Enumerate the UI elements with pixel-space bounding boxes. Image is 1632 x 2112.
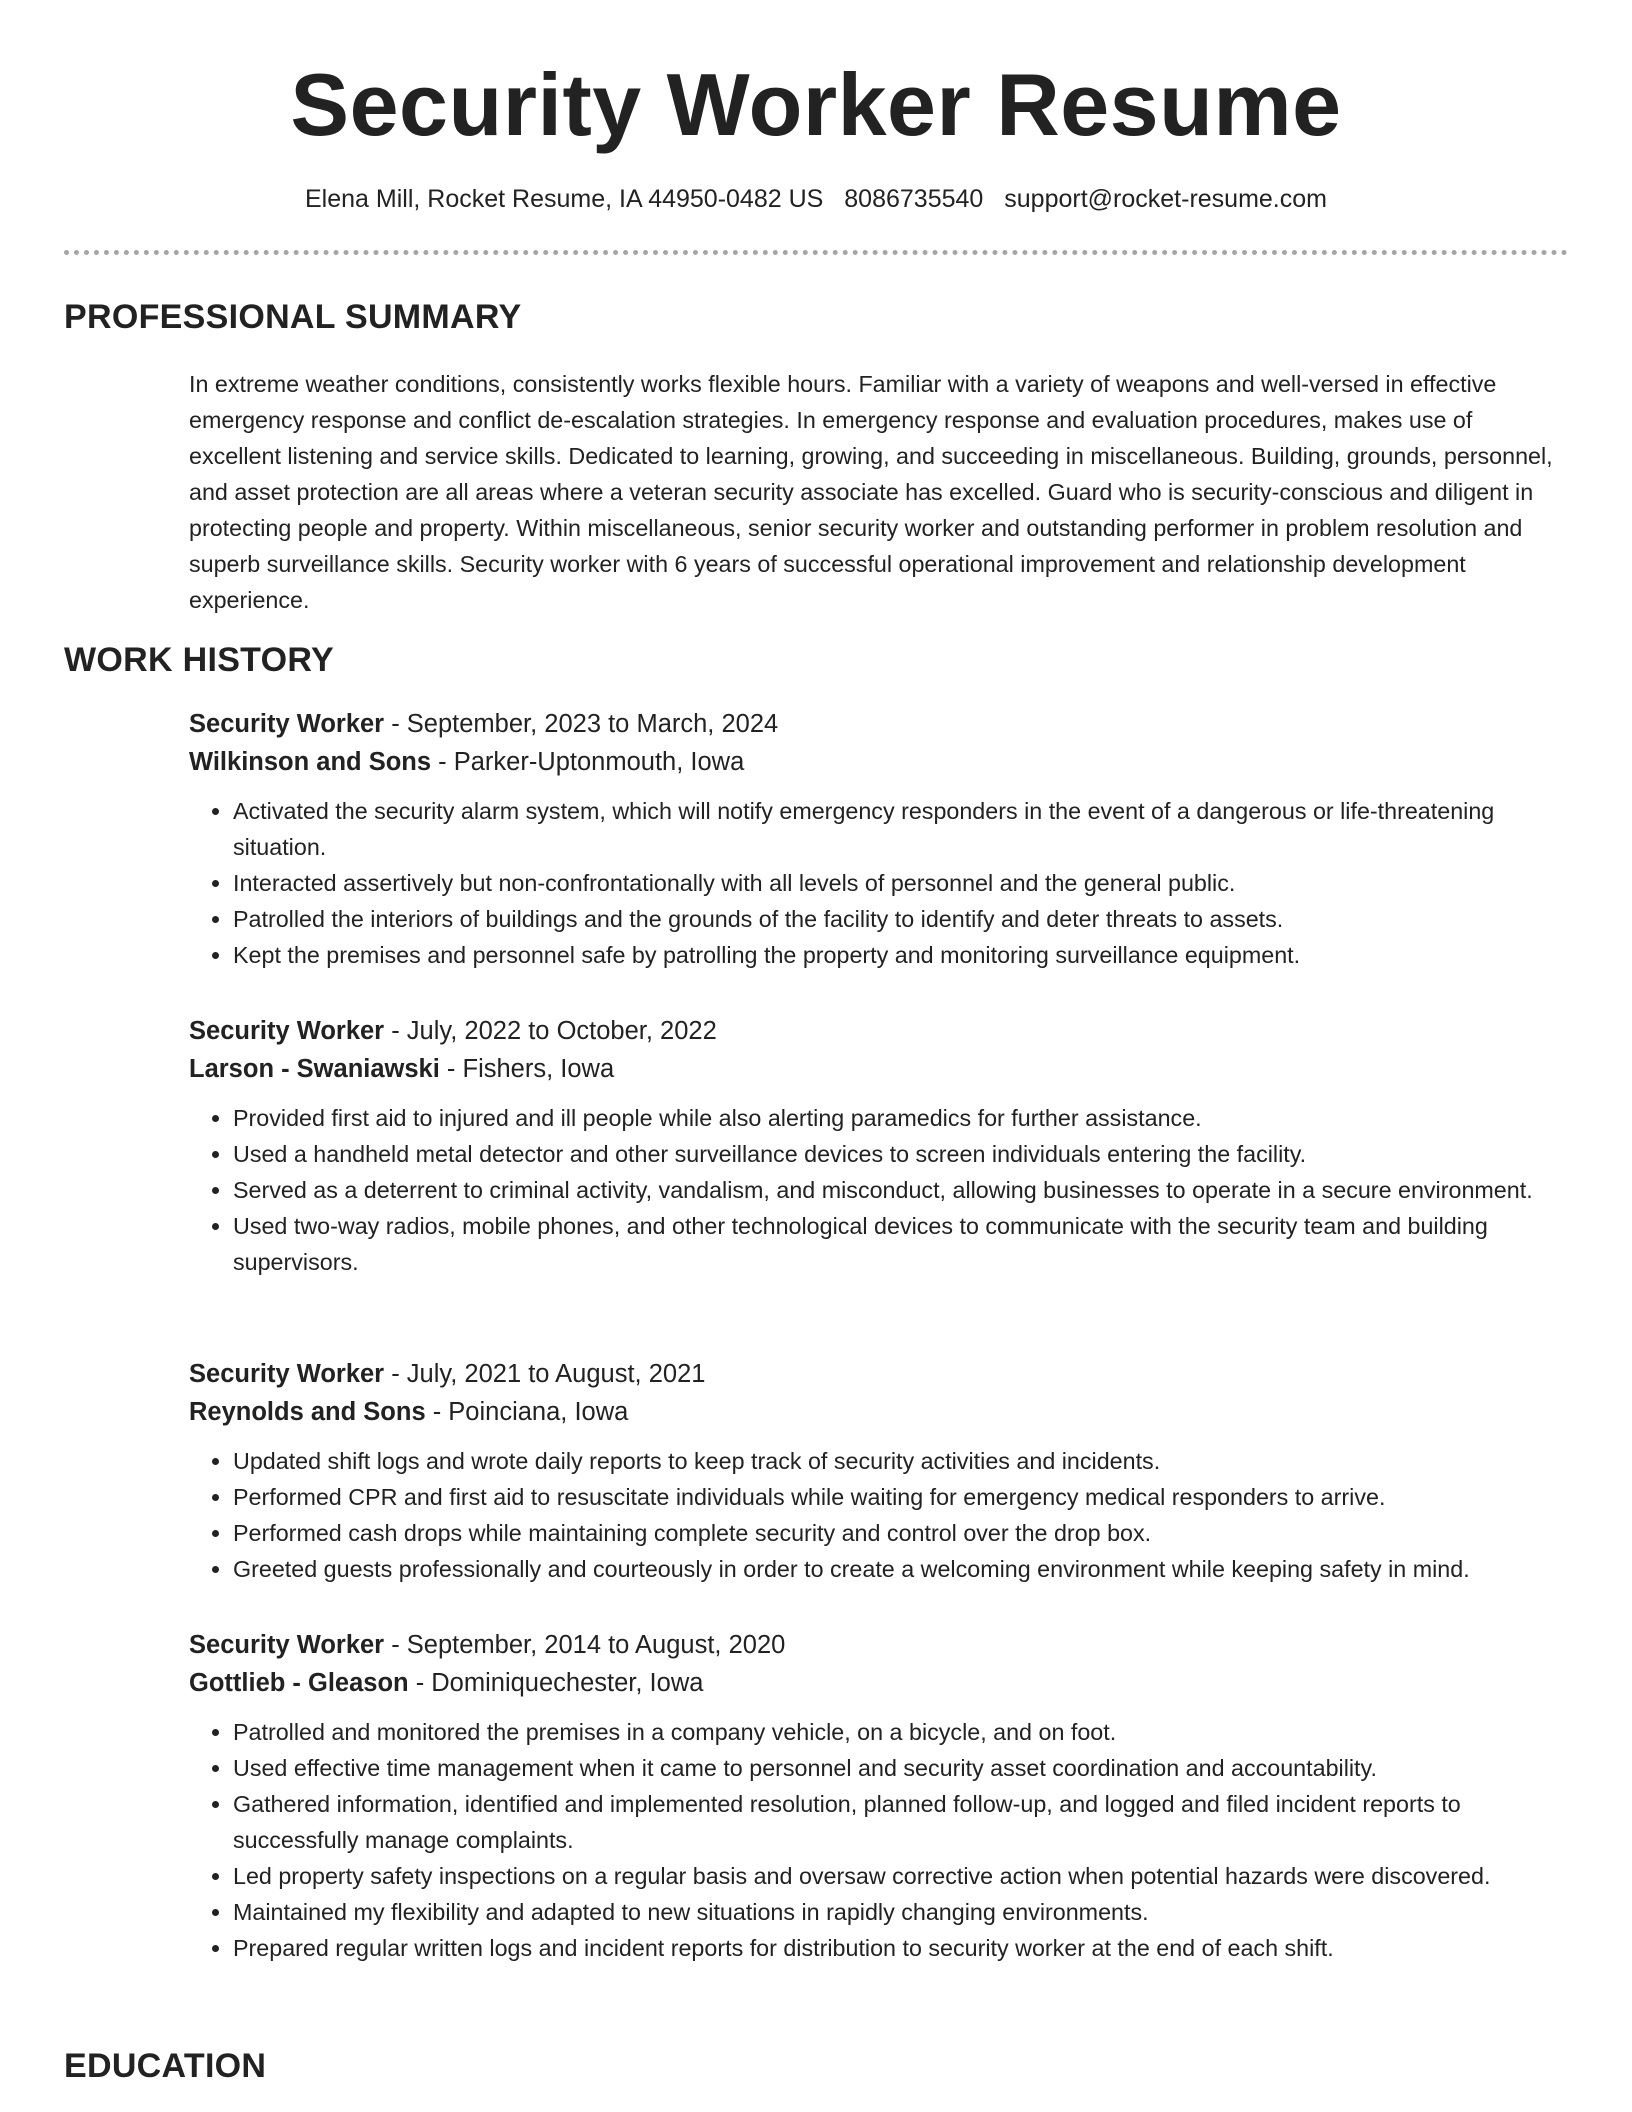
job-bullet: • Activated the security alarm system, which will notify emergency responders in the event of a dangerous or life-threatening situation. <box>233 793 1569 865</box>
job-title-line <box>189 1626 1569 1664</box>
summary-heading: PROFESSIONAL SUMMARY <box>64 298 522 336</box>
job-company-line <box>189 743 1569 781</box>
job-company-line <box>189 1393 1569 1431</box>
job-entry <box>189 705 1569 973</box>
job-title: Security Worker <box>189 1631 385 1659</box>
job-dates: - July, 2021 to August, 2021 <box>384 1360 706 1388</box>
job-company-line <box>189 1664 1569 1702</box>
job-company: Wilkinson and Sons <box>189 748 432 776</box>
job-title: Security Worker <box>189 1360 385 1388</box>
job-title-line <box>189 705 1569 743</box>
job-company-line <box>189 1050 1569 1088</box>
job-bullet: • Interacted assertively but non-confrontationally with all levels of personnel and the general public. <box>233 865 1569 901</box>
job-bullets <box>189 1443 1569 1587</box>
job-bullet: • Served as a deterrent to criminal activity, vandalism, and misconduct, allowing businesses to operate in a secure environment. <box>233 1172 1569 1208</box>
job-title: Security Worker <box>189 710 385 738</box>
job-bullet: • Used effective time management when it came to personnel and security asset coordination and accountability. <box>233 1750 1569 1786</box>
contact-phone: 8086735540 <box>844 185 984 213</box>
job-bullet: • Prepared regular written logs and incident reports for distribution to security worker at the end of each shift. <box>233 1930 1569 1966</box>
job-location: - Poinciana, Iowa <box>425 1398 629 1426</box>
job-bullet: • Led property safety inspections on a regular basis and oversaw corrective action when potential hazards were discovered. <box>233 1858 1569 1894</box>
job-location: - Fishers, Iowa <box>439 1055 615 1083</box>
job-location: - Dominiquechester, Iowa <box>408 1669 704 1697</box>
job-bullet: • Kept the premises and personnel safe by patrolling the property and monitoring surveillance equipment. <box>233 937 1569 973</box>
job-location: - Parker-Uptonmouth, Iowa <box>431 748 745 776</box>
job-bullet: • Used a handheld metal detector and other surveillance devices to screen individuals entering the facility. <box>233 1136 1569 1172</box>
job-title-line <box>189 1012 1569 1050</box>
job-bullet: • Maintained my flexibility and adapted to new situations in rapidly changing environments. <box>233 1894 1569 1930</box>
work-history-heading: WORK HISTORY <box>64 641 334 679</box>
job-entry <box>189 1355 1569 1587</box>
job-bullet: • Used two-way radios, mobile phones, and other technological devices to communicate with the security team and building supervisors. <box>233 1208 1569 1280</box>
job-title-line <box>189 1355 1569 1393</box>
job-company: Gottlieb - Gleason <box>189 1669 409 1697</box>
job-company: Larson - Swaniawski <box>189 1055 440 1083</box>
job-dates: - July, 2022 to October, 2022 <box>384 1017 717 1045</box>
job-bullet: • Patrolled the interiors of buildings and the grounds of the facility to identify and deter threats to assets. <box>233 901 1569 937</box>
job-bullets <box>189 1714 1569 1966</box>
job-dates: - September, 2023 to March, 2024 <box>384 710 779 738</box>
job-bullets <box>189 1100 1569 1280</box>
education-heading: EDUCATION <box>64 2047 267 2085</box>
job-bullet: • Performed cash drops while maintaining complete security and control over the drop box. <box>233 1515 1569 1551</box>
job-bullet: • Greeted guests professionally and courteously in order to create a welcoming environment while keeping safety in mind. <box>233 1551 1569 1587</box>
contact-line <box>0 182 1632 216</box>
job-bullet: • Patrolled and monitored the premises in a company vehicle, on a bicycle, and on foot. <box>233 1714 1569 1750</box>
job-entry <box>189 1626 1569 1966</box>
contact-address: Elena Mill, Rocket Resume, IA 44950-0482 US <box>305 185 824 213</box>
job-bullets <box>189 793 1569 973</box>
job-bullet: • Gathered information, identified and implemented resolution, planned follow-up, and logged and filed incident reports to successfully manage complaints. <box>233 1786 1569 1858</box>
header-divider <box>64 250 1568 255</box>
job-title: Security Worker <box>189 1017 385 1045</box>
job-company: Reynolds and Sons <box>189 1398 426 1426</box>
job-bullet: • Updated shift logs and wrote daily reports to keep track of security activities and incidents. <box>233 1443 1569 1479</box>
job-bullet: • Performed CPR and first aid to resuscitate individuals while waiting for emergency medical responders to arrive. <box>233 1479 1569 1515</box>
resume-title: Security Worker Resume <box>290 55 1342 154</box>
job-dates: - September, 2014 to August, 2020 <box>384 1631 786 1659</box>
summary-text: In extreme weather conditions, consistently works flexible hours. Familiar with a variety of weapons and well-versed in effective emergency response and conflict de-escalation strategies. In emergency response and evaluation procedures, makes use of excellent listening and service skills. Dedicated to learning, growing, and succeeding in miscellaneous. Building, grounds, personnel, and asset protection are all areas where a veteran security associate has excelled. Guard who is security-conscious and diligent in protecting people and property. Within miscellaneous, senior security worker and outstanding performer in problem resolution and superb surveillance skills. Security worker with 6 years of successful operational improvement and relationship development experience. <box>189 371 1553 613</box>
job-entry <box>189 1012 1569 1280</box>
contact-email: support@rocket-resume.com <box>1004 185 1327 213</box>
job-bullet: • Provided first aid to injured and ill people while also alerting paramedics for further assistance. <box>233 1100 1569 1136</box>
